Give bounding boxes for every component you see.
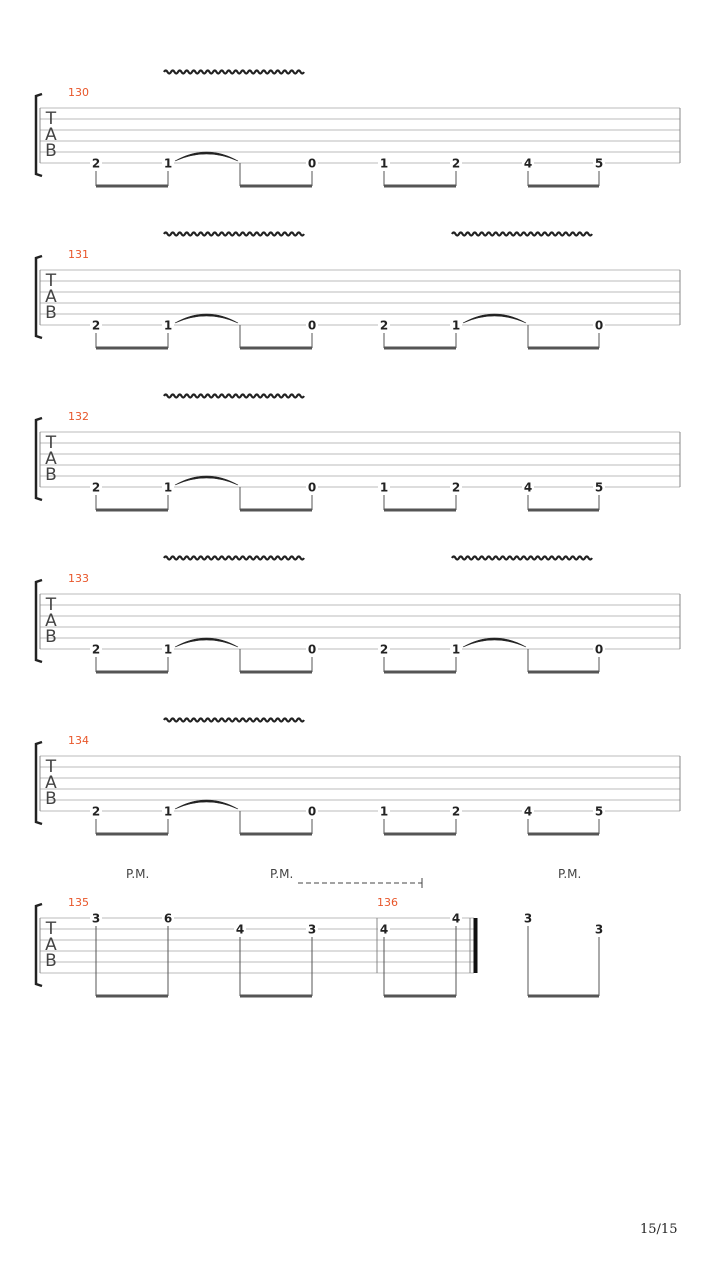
fret-number: 2 <box>451 480 461 495</box>
tie-arc <box>175 800 238 809</box>
fret-number: 1 <box>163 642 173 657</box>
fret-number: 1 <box>451 318 461 333</box>
fret-number: 5 <box>594 156 604 171</box>
vibrato-marking <box>164 395 304 398</box>
tie-arc <box>175 476 238 485</box>
tab-system <box>36 734 680 834</box>
fret-number: 4 <box>523 480 533 495</box>
vibrato-marking <box>452 557 592 560</box>
vibrato-marking <box>452 233 592 236</box>
tab-system <box>36 410 680 510</box>
fret-number: 3 <box>91 911 101 926</box>
tab-system <box>36 248 680 348</box>
system-bracket <box>36 256 42 338</box>
tie-arc <box>175 638 238 647</box>
fret-number: 2 <box>91 480 101 495</box>
tie-arc <box>175 152 238 161</box>
fret-number: 2 <box>91 318 101 333</box>
fret-number: 0 <box>307 642 317 657</box>
tab-clef-letter: T <box>45 595 57 615</box>
tie-arc <box>463 638 526 647</box>
measure-number: 134 <box>68 734 89 747</box>
tab-clef-letter: T <box>45 433 57 453</box>
tab-clef-letter: A <box>45 287 57 307</box>
fret-number: 1 <box>379 480 389 495</box>
measure-number: 131 <box>68 248 89 261</box>
fret-number: 3 <box>523 911 533 926</box>
fret-number: 5 <box>594 480 604 495</box>
tab-clef-letter: A <box>45 935 57 955</box>
fret-number: 1 <box>163 804 173 819</box>
fret-number: 0 <box>307 318 317 333</box>
tab-system <box>36 86 680 186</box>
system-bracket <box>36 904 42 986</box>
tab-clef-letter: A <box>45 125 57 145</box>
measure-number: 130 <box>68 86 89 99</box>
measure-number: 135 <box>68 896 89 909</box>
system-bracket <box>36 742 42 824</box>
fret-number: 1 <box>379 156 389 171</box>
palm-mute-label: P.M. <box>558 867 582 881</box>
tab-clef-letter: T <box>45 757 57 777</box>
fret-number: 3 <box>307 922 317 937</box>
palm-mute-label: P.M. <box>270 867 294 881</box>
fret-number: 2 <box>91 156 101 171</box>
tie-arc <box>175 314 238 323</box>
tab-system <box>36 867 605 996</box>
fret-number: 4 <box>451 911 461 926</box>
tab-clef-letter: A <box>45 611 57 631</box>
fret-number: 0 <box>307 480 317 495</box>
fret-number: 4 <box>235 922 245 937</box>
tab-clef-letter: T <box>45 919 57 939</box>
fret-number: 1 <box>379 804 389 819</box>
tab-clef-letter: A <box>45 773 57 793</box>
fret-number: 2 <box>379 642 389 657</box>
tab-clef-letter: B <box>45 627 57 647</box>
system-bracket <box>36 418 42 500</box>
tab-clef-letter: A <box>45 449 57 469</box>
fret-number: 2 <box>379 318 389 333</box>
fret-number: 2 <box>91 804 101 819</box>
fret-number: 0 <box>307 804 317 819</box>
fret-number: 4 <box>523 156 533 171</box>
fret-number: 1 <box>163 318 173 333</box>
fret-number: 0 <box>594 318 604 333</box>
fret-number: 0 <box>307 156 317 171</box>
system-bracket <box>36 94 42 176</box>
vibrato-marking <box>164 719 304 722</box>
vibrato-marking <box>164 233 304 236</box>
tab-system <box>36 572 680 672</box>
measure-number: 133 <box>68 572 89 585</box>
vibrato-marking <box>164 557 304 560</box>
tie-arc <box>463 314 526 323</box>
tab-clef-letter: B <box>45 465 57 485</box>
measure-number: 136 <box>377 896 398 909</box>
tab-clef-letter: T <box>45 271 57 291</box>
page-number: 15/15 <box>640 1222 678 1237</box>
tab-clef-letter: B <box>45 303 57 323</box>
fret-number: 1 <box>163 156 173 171</box>
tab-clef-letter: B <box>45 951 57 971</box>
tab-clef-letter: B <box>45 141 57 161</box>
fret-number: 2 <box>451 156 461 171</box>
tab-clef-letter: B <box>45 789 57 809</box>
fret-number: 5 <box>594 804 604 819</box>
fret-number: 2 <box>91 642 101 657</box>
vibrato-marking <box>164 71 304 74</box>
fret-number: 1 <box>451 642 461 657</box>
fret-number: 4 <box>523 804 533 819</box>
fret-number: 4 <box>379 922 389 937</box>
fret-number: 1 <box>163 480 173 495</box>
measure-number: 132 <box>68 410 89 423</box>
fret-number: 0 <box>594 642 604 657</box>
fret-number: 3 <box>594 922 604 937</box>
fret-number: 2 <box>451 804 461 819</box>
fret-number: 6 <box>163 911 173 926</box>
palm-mute-label: P.M. <box>126 867 150 881</box>
system-bracket <box>36 580 42 662</box>
tab-clef-letter: T <box>45 109 57 129</box>
